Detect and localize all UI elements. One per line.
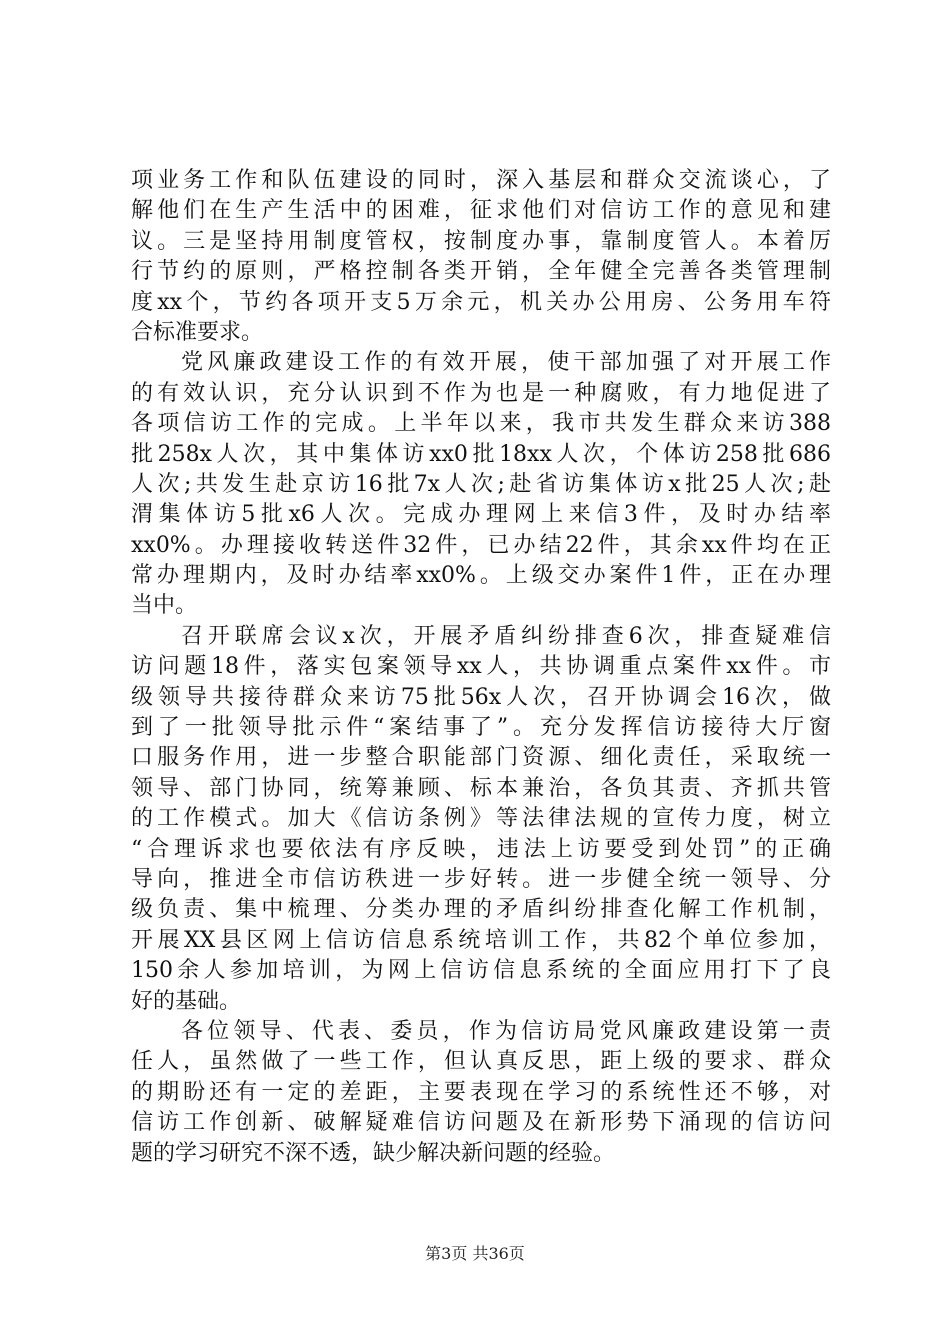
text-line: 访问题18件，落实包案领导xx人，共协调重点案件xx件。市 — [131, 654, 831, 680]
text-line: 口服务作用，进一步整合职能部门资源、细化责任，采取统一 — [131, 745, 831, 771]
text-line: 人次;共发生赴京访16批7x人次;赴省访集体访x批25人次;赴 — [131, 471, 831, 497]
paragraph — [131, 1017, 831, 1169]
text-line: 的有效认识，充分认识到不作为也是一种腐败，有力地促进了 — [131, 380, 831, 406]
text-line: 渭集体访5批x6人次。完成办理网上来信3件，及时办结率 — [131, 502, 831, 528]
text-line: 题的学习研究不深不透，缺少解决新问题的经验。 — [131, 1140, 616, 1166]
text-line: 的期盼还有一定的差距，主要表现在学习的系统性还不够，对 — [131, 1079, 831, 1105]
text-line: 度xx个，节约各项开支5万余元，机关办公用房、公务用车符 — [131, 289, 831, 315]
text-line: 常办理期内，及时办结率xx0%。上级交办案件1件，正在办理 — [131, 563, 831, 589]
paragraph — [131, 622, 831, 1017]
text-line: 信访工作创新、破解疑难信访问题及在新形势下涌现的信访问 — [131, 1110, 831, 1136]
text-line: 当中。 — [131, 593, 198, 619]
text-line: 的工作模式。加大《信访条例》等法律法规的宣传力度，树立 — [131, 806, 831, 832]
text-line: 行节约的原则，严格控制各类开销，全年健全完善各类管理制 — [131, 259, 831, 285]
text-line: 议。三是坚持用制度管权，按制度办事，靠制度管人。本着厉 — [131, 228, 831, 254]
text-line: 党风廉政建设工作的有效开展，使干部加强了对开展工作 — [181, 350, 831, 376]
text-line: 各位领导、代表、委员，作为信访局党风廉政建设第一责 — [181, 1018, 831, 1044]
text-line: 各项信访工作的完成。上半年以来，我市共发生群众来访388 — [131, 411, 831, 437]
text-line: 好的基础。 — [131, 988, 242, 1014]
document-body — [131, 166, 831, 1169]
text-line: 级负责、集中梳理、分类办理的矛盾纠纷排查化解工作机制， — [131, 897, 831, 923]
text-line: 批258x人次，其中集体访xx0批18xx人次，个体访258批686 — [131, 441, 831, 467]
text-line: “合理诉求也要依法有序反映，违法上访要受到处罚”的正确 — [131, 836, 831, 862]
text-line: 领导、部门协同，统筹兼顾、标本兼治，各负其责、齐抓共管 — [131, 775, 831, 801]
paragraph — [131, 348, 831, 622]
text-line: 任人，虽然做了一些工作，但认真反思，距上级的要求、群众 — [131, 1049, 831, 1075]
text-line: 召开联席会议x次，开展矛盾纠纷排查6次，排查疑难信 — [181, 623, 831, 649]
text-line: 到了一批领导批示件“案结事了”。充分发挥信访接待大厅窗 — [131, 715, 831, 741]
text-line: 导向，推进全市信访秩进一步好转。进一步健全统一领导、分 — [131, 866, 831, 892]
text-line: 项业务工作和队伍建设的同时，深入基层和群众交流谈心，了 — [131, 168, 831, 193]
text-line: 解他们在生产生活中的困难，征求他们对信访工作的意见和建 — [131, 198, 831, 224]
paragraph — [131, 166, 831, 348]
text-line: 150余人参加培训，为网上信访信息系统的全面应用打下了良 — [131, 958, 831, 984]
text-line: 开展XX县区网上信访信息系统培训工作，共82个单位参加， — [131, 927, 831, 953]
text-line: xx0%。办理接收转送件32件，已办结22件，其余xx件均在正 — [131, 532, 831, 558]
text-line: 合标准要求。 — [131, 319, 264, 345]
text-line: 级领导共接待群众来访75批56x人次，召开协调会16次，做 — [131, 684, 831, 710]
page-footer: 第3页 共36页 — [425, 1244, 525, 1263]
